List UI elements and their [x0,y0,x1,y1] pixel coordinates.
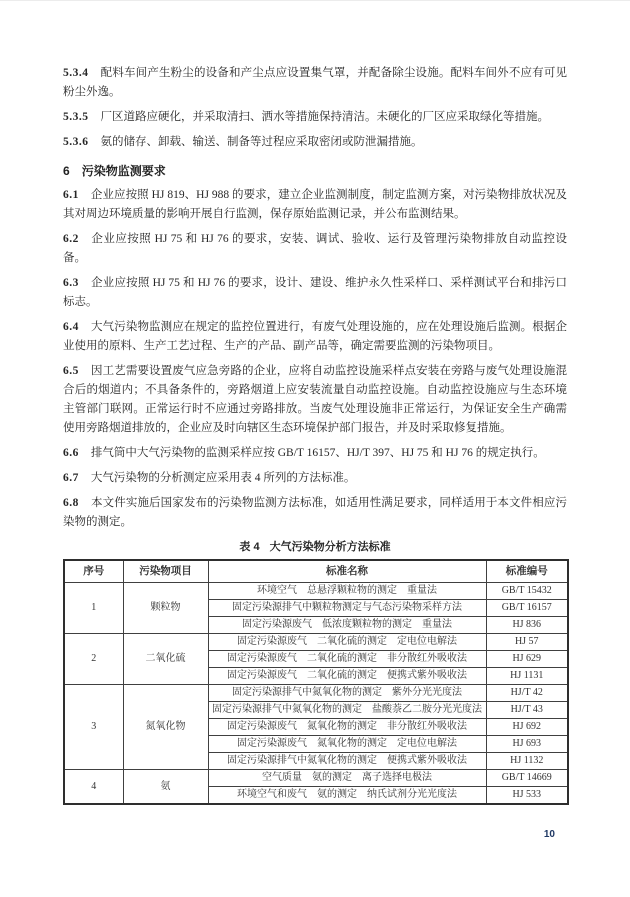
cell-no: 1 [64,583,123,634]
clause-6-6 [63,444,567,463]
clause-6-2-number: 6.2 [63,233,79,245]
table4-caption [63,538,567,554]
clause-6-1-text: 企业应按照 HJ 819、HJ 988 的要求，建立企业监测制度，制定监测方案，对污染物排放状况及其对周边环境质量的影响开展自行监测，保存原始监测记录，并公布监测结果。 [63,189,567,220]
cell-standard-code: HJ 692 [486,719,568,736]
clause-6-7 [63,469,567,488]
header-pollutant: 污染物项目 [123,560,208,583]
cell-standard-code: HJ 629 [486,651,568,668]
page-number: 10 [543,829,555,840]
cell-standard-code: HJ 533 [486,787,568,805]
cell-standard-name: 固定污染源废气 氮氧化物的测定 非分散红外吸收法 [208,719,486,736]
cell-no: 4 [64,770,123,805]
header-standard-name: 标准名称 [208,560,486,583]
clause-6-7-number: 6.7 [63,472,79,484]
clause-6-6-number: 6.6 [63,447,79,459]
clause-6-6-text: 排气筒中大气污染物的监测采样应按 GB/T 16157、HJ/T 397、HJ 75 和 HJ 76 的规定执行。 [90,447,545,459]
clause-6-1 [63,186,567,224]
cell-standard-code: GB/T 14669 [486,770,568,787]
clause-6-8 [63,494,567,532]
table4-caption-label: 表 4 [239,541,260,553]
cell-standard-name: 固定污染源废气 二氧化硫的测定 定电位电解法 [208,634,486,651]
table-row [64,685,568,702]
clause-5-3-6 [63,133,567,152]
clause-6-4-text: 大气污染物监测应在规定的监控位置进行，有废气处理设施的，应在处理设施后监测。根据企业使用的原料、生产工艺过程、生产的产品、副产品等，确定需要监测的污染物项目。 [63,321,567,352]
clause-6-2-text: 企业应按照 HJ 75 和 HJ 76 的要求，安装、调试、验收、运行及管理污染物排放自动监控设备。 [63,233,567,264]
clause-6-3-text: 企业应按照 HJ 75 和 HJ 76 的要求，设计、建设、维护永久性采样口、采样测试平台和排污口标志。 [63,277,567,308]
clause-6-4-number: 6.4 [63,321,79,333]
clause-6-3 [63,274,567,312]
clause-6-7-text: 大气污染物的分析测定应采用表 4 所列的方法标准。 [90,472,356,484]
clause-6-5-number: 6.5 [63,365,79,377]
clause-5-3-4-number: 5.3.4 [63,67,89,79]
cell-standard-name: 固定污染源废气 二氧化硫的测定 便携式紫外吸收法 [208,668,486,685]
clause-6-8-text: 本文件实施后国家发布的污染物监测方法标准，如适用性满足要求，同样适用于本文件相应污染物的测定。 [63,497,567,528]
clause-5-3-4-text: 配料车间产生粉尘的设备和产尘点应设置集气罩，并配备除尘设施。配料车间外不应有可见粉尘外逸。 [63,67,567,98]
cell-standard-name: 固定污染源排气中颗粒物测定与气态污染物采样方法 [208,600,486,617]
clause-6-8-number: 6.8 [63,497,79,509]
section-6-heading [63,162,567,179]
cell-standard-name: 环境空气和废气 氨的测定 纳氏试剂分光光度法 [208,787,486,805]
cell-standard-code: HJ 57 [486,634,568,651]
cell-standard-name: 固定污染源排气中氮氧化物的测定 盐酸萘乙二胺分光光度法 [208,702,486,719]
cell-standard-name: 空气质量 氨的测定 离子选择电极法 [208,770,486,787]
cell-standard-name: 固定污染源排气中氮氧化物的测定 便携式紫外吸收法 [208,753,486,770]
cell-standard-code: HJ 836 [486,617,568,634]
cell-standard-code: HJ 1131 [486,668,568,685]
section-6-title: 污染物监测要求 [81,164,166,178]
clause-6-4 [63,318,567,356]
cell-pollutant: 氨 [123,770,208,805]
clause-5-3-5-number: 5.3.5 [63,111,89,123]
clause-6-2 [63,230,567,268]
clause-5-3-6-number: 5.3.6 [63,136,89,148]
document-page [0,1,630,805]
cell-pollutant: 颗粒物 [123,583,208,634]
cell-standard-name: 固定污染源废气 低浓度颗粒物的测定 重量法 [208,617,486,634]
table-row [64,770,568,787]
header-standard-code: 标准编号 [486,560,568,583]
cell-standard-code: GB/T 16157 [486,600,568,617]
cell-standard-name: 环境空气 总悬浮颗粒物的测定 重量法 [208,583,486,600]
header-no: 序号 [64,560,123,583]
cell-standard-code: HJ 693 [486,736,568,753]
clause-5-3-4 [63,64,567,102]
analysis-methods-table [63,559,569,805]
table4-caption-title: 大气污染物分析方法标准 [269,541,391,553]
clause-5-3-5-text: 厂区道路应硬化，并采取清扫、洒水等措施保持清洁。未硬化的厂区应采取绿化等措施。 [100,111,549,123]
table-row [64,634,568,651]
table-row [64,583,568,600]
clause-6-5-text: 因工艺需要设置废气应急旁路的企业，应将自动监控设施采样点安装在旁路与废气处理设施混合后的烟道内；不具备条件的，旁路烟道上应安装流量自动监控设施。自动监控设施应与生态环境主管部门联网。正常运行时不应通过旁路排放。当废气处理设施非正常运行，为保证安全生产确需使用旁路烟道排放的，企业应及时向辖区生态环境保护部门报告，并及时采取修复措施。 [63,365,567,434]
cell-no: 2 [64,634,123,685]
cell-standard-name: 固定污染源排气中氮氧化物的测定 紫外分光光度法 [208,685,486,702]
section-6-number: 6 [63,164,70,178]
cell-standard-name: 固定污染源废气 氮氧化物的测定 定电位电解法 [208,736,486,753]
cell-standard-code: HJ/T 42 [486,685,568,702]
cell-no: 3 [64,685,123,770]
cell-standard-name: 固定污染源废气 二氧化硫的测定 非分散红外吸收法 [208,651,486,668]
clause-6-5 [63,362,567,438]
cell-standard-code: HJ 1132 [486,753,568,770]
clause-5-3-5 [63,108,567,127]
clause-6-3-number: 6.3 [63,277,79,289]
clause-6-1-number: 6.1 [63,189,79,201]
cell-pollutant: 氮氧化物 [123,685,208,770]
table-header-row [64,560,568,583]
cell-standard-code: HJ/T 43 [486,702,568,719]
cell-standard-code: GB/T 15432 [486,583,568,600]
cell-pollutant: 二氧化硫 [123,634,208,685]
clause-5-3-6-text: 氨的储存、卸载、输送、制备等过程应采取密闭或防泄漏措施。 [100,136,423,148]
